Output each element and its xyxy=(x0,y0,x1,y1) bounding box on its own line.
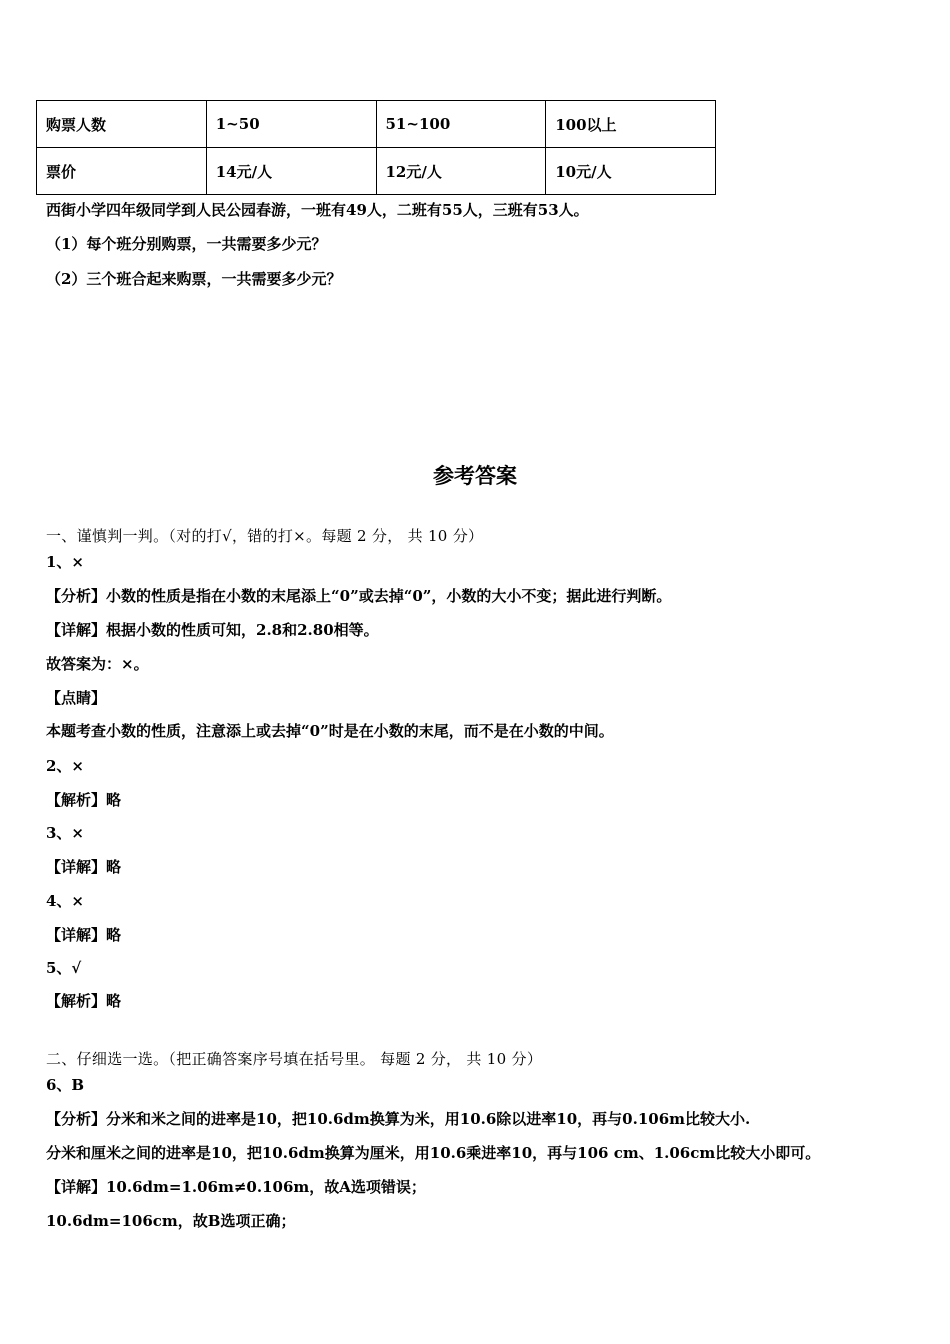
table-row xyxy=(37,148,716,195)
question-part-2: （2）三个班合起来购票，一共需要多少元？ xyxy=(46,270,342,288)
answer-line: 10.6dm=106cm，故B选项正确； xyxy=(46,1212,296,1230)
answer-line: 【详解】10.6dm=1.06m≠0.106m，故A选项错误； xyxy=(46,1178,426,1196)
answer-line: 6、B xyxy=(46,1076,85,1094)
table-cell: 票价 xyxy=(37,148,207,195)
table-cell: 购票人数 xyxy=(37,101,207,148)
table-row xyxy=(37,101,716,148)
table-cell: 12元/人 xyxy=(376,148,546,195)
question-part-1: （1）每个班分别购票，一共需要多少元？ xyxy=(46,235,327,253)
answer-line: 2、× xyxy=(46,757,85,775)
question-stem: 西街小学四年级同学到人民公园春游，一班有49人，二班有55人，三班有53人。 xyxy=(46,201,589,219)
answer-line: 【详解】根据小数的性质可知，2.8和2.80相等。 xyxy=(46,621,379,639)
answer-line: 【解析】略 xyxy=(46,992,122,1010)
answer-line: 4、× xyxy=(46,892,85,910)
answer-line: 【点睛】 xyxy=(46,689,107,707)
answer-line: 【分析】小数的性质是指在小数的末尾添上“0”或去掉“0”，小数的大小不变；据此进行判断。 xyxy=(46,587,672,605)
section1-heading: 一、谨慎判一判。（对的打√，错的打×。每题 2 分， 共 10 分） xyxy=(46,527,484,545)
answer-line: 分米和厘米之间的进率是10，把10.6dm换算为厘米，用10.6乘进率10，再与106 cm、1.06cm比较大小即可。 xyxy=(46,1144,821,1162)
table-cell: 1~50 xyxy=(206,101,376,148)
answer-line: 【详解】略 xyxy=(46,926,122,944)
answer-line: 5、√ xyxy=(46,959,82,977)
answer-line: 【分析】分米和米之间的进率是10，把10.6dm换算为米，用10.6除以进率10，再与0.106m比较大小. xyxy=(46,1110,751,1128)
table-cell: 100以上 xyxy=(546,101,716,148)
answer-line: 故答案为：×。 xyxy=(46,655,149,673)
answer-line: 本题考查小数的性质，注意添上或去掉“0”时是在小数的末尾，而不是在小数的中间。 xyxy=(46,722,614,740)
answer-line: 1、× xyxy=(46,553,85,571)
table-cell: 51~100 xyxy=(376,101,546,148)
section2-heading: 二、仔细选一选。（把正确答案序号填在括号里。 每题 2 分， 共 10 分） xyxy=(46,1050,543,1068)
table-cell: 14元/人 xyxy=(206,148,376,195)
answer-line: 3、× xyxy=(46,824,85,842)
answer-title: 参考答案 xyxy=(433,463,517,488)
ticket-price-table xyxy=(36,100,716,195)
answer-line: 【解析】略 xyxy=(46,791,122,809)
table-cell: 10元/人 xyxy=(546,148,716,195)
answer-line: 【详解】略 xyxy=(46,858,122,876)
